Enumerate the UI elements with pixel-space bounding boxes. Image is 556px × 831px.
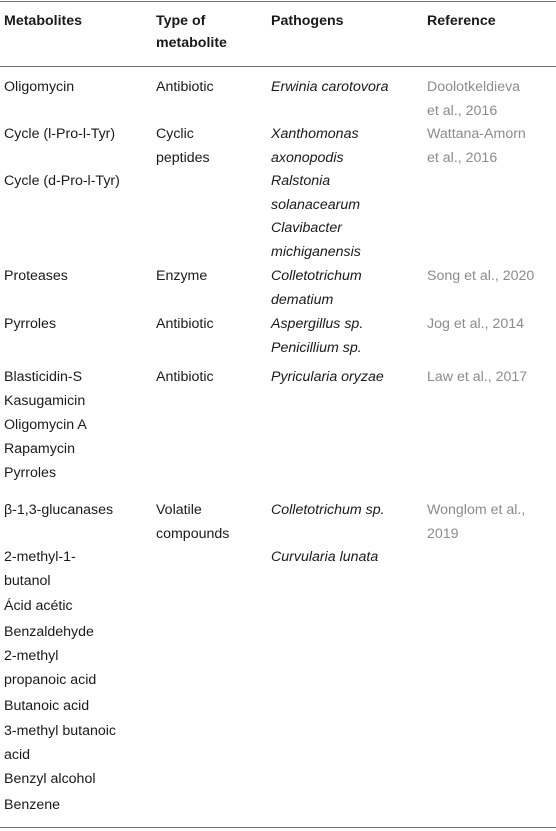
row-0-pathogen-0: Erwinia carotovora — [271, 79, 389, 95]
table-top-rule — [0, 1, 556, 2]
row-1-pathogen-1b: solanacearum — [271, 196, 361, 213]
row-5-metabolite-7: Benzyl alcohol — [4, 771, 96, 787]
row-0-reference-1: et al., 2016 — [427, 102, 498, 119]
header-type-line2: metabolite — [156, 35, 227, 51]
header-rule — [0, 66, 556, 67]
row-5-metabolite-5: Butanoic acid — [4, 698, 90, 714]
row-0-type-0: Antibiotic — [156, 79, 214, 95]
row-0-metabolite-0: Oligomycin — [4, 79, 75, 95]
row-1-type-1: peptides — [156, 149, 210, 166]
row-1-pathogen-2a: Clavibacter — [271, 220, 342, 236]
row-3-reference-0: Jog et al., 2014 — [427, 316, 525, 332]
row-3-type-0: Antibiotic — [156, 316, 214, 332]
row-5-metabolite-3: Benzaldehyde — [4, 624, 94, 640]
row-5-metabolite-8: Benzene — [4, 797, 61, 813]
row-3-pathogen-1: Penicillium sp. — [271, 339, 362, 356]
header-reference: Reference — [427, 13, 496, 29]
row-5-type-0: Volatile — [156, 502, 202, 518]
row-5-pathogen-0: Colletotrichum sp. — [271, 502, 385, 518]
row-4-reference-0: Law et al., 2017 — [427, 369, 528, 385]
row-1-pathogen-2b: michiganensis — [271, 243, 361, 260]
row-1-metabolite-1: Cycle (d-Pro-l-Tyr) — [4, 173, 120, 189]
row-5-type-1: compounds — [156, 525, 230, 542]
row-2-metabolite-0: Proteases — [4, 268, 68, 284]
row-5-pathogen-1: Curvularia lunata — [271, 549, 379, 565]
row-5-metabolite-1a: 2-methyl-1- — [4, 549, 76, 565]
row-5-metabolite-6b: acid — [4, 746, 31, 763]
row-5-metabolite-4b: propanoic acid — [4, 671, 97, 688]
header-metabolites: Metabolites — [4, 13, 83, 29]
table-bottom-rule — [0, 827, 556, 828]
row-3-pathogen-0: Aspergillus sp. — [271, 316, 364, 332]
row-2-type-0: Enzyme — [156, 268, 208, 284]
row-1-pathogen-1a: Ralstonia — [271, 173, 331, 189]
header-pathogens: Pathogens — [271, 13, 344, 29]
row-2-pathogen-0a: Colletotrichum — [271, 268, 362, 284]
row-5-metabolite-1b: butanol — [4, 572, 51, 589]
row-1-metabolite-0: Cycle (l-Pro-l-Tyr) — [4, 126, 116, 142]
row-5-metabolite-4a: 2-methyl — [4, 648, 59, 664]
row-1-type-0: Cyclic — [156, 126, 194, 142]
row-0-reference-0: Doolotkeldieva — [427, 79, 521, 95]
row-4-pathogen-0: Pyricularia oryzae — [271, 369, 384, 385]
row-4-metabolite-1: Kasugamicin — [4, 393, 86, 409]
row-5-metabolite-2: Ácid acétic — [4, 598, 73, 614]
row-5-reference-1: 2019 — [427, 525, 459, 542]
row-2-pathogen-0b: dematium — [271, 291, 334, 308]
header-type-line1: Type of — [156, 13, 206, 29]
row-4-metabolite-3: Rapamycin — [4, 441, 75, 457]
row-4-metabolite-2: Oligomycin A — [4, 417, 87, 433]
row-4-metabolite-4: Pyrroles — [4, 465, 57, 481]
row-1-pathogen-0a: Xanthomonas — [271, 126, 359, 142]
row-5-metabolite-0: β-1,3-glucanases — [4, 502, 114, 518]
row-1-reference-1: et al., 2016 — [427, 149, 498, 166]
row-4-type-0: Antibiotic — [156, 369, 214, 385]
row-2-reference-0: Song et al., 2020 — [427, 268, 535, 284]
row-4-metabolite-0: Blasticidin-S — [4, 369, 83, 385]
row-5-metabolite-6a: 3-methyl butanoic — [4, 723, 116, 739]
row-3-metabolite-0: Pyrroles — [4, 316, 57, 332]
row-1-reference-0: Wattana-Amorn — [427, 126, 526, 142]
row-5-reference-0: Wonglom et al., — [427, 502, 526, 518]
row-1-pathogen-0b: axonopodis — [271, 149, 344, 166]
